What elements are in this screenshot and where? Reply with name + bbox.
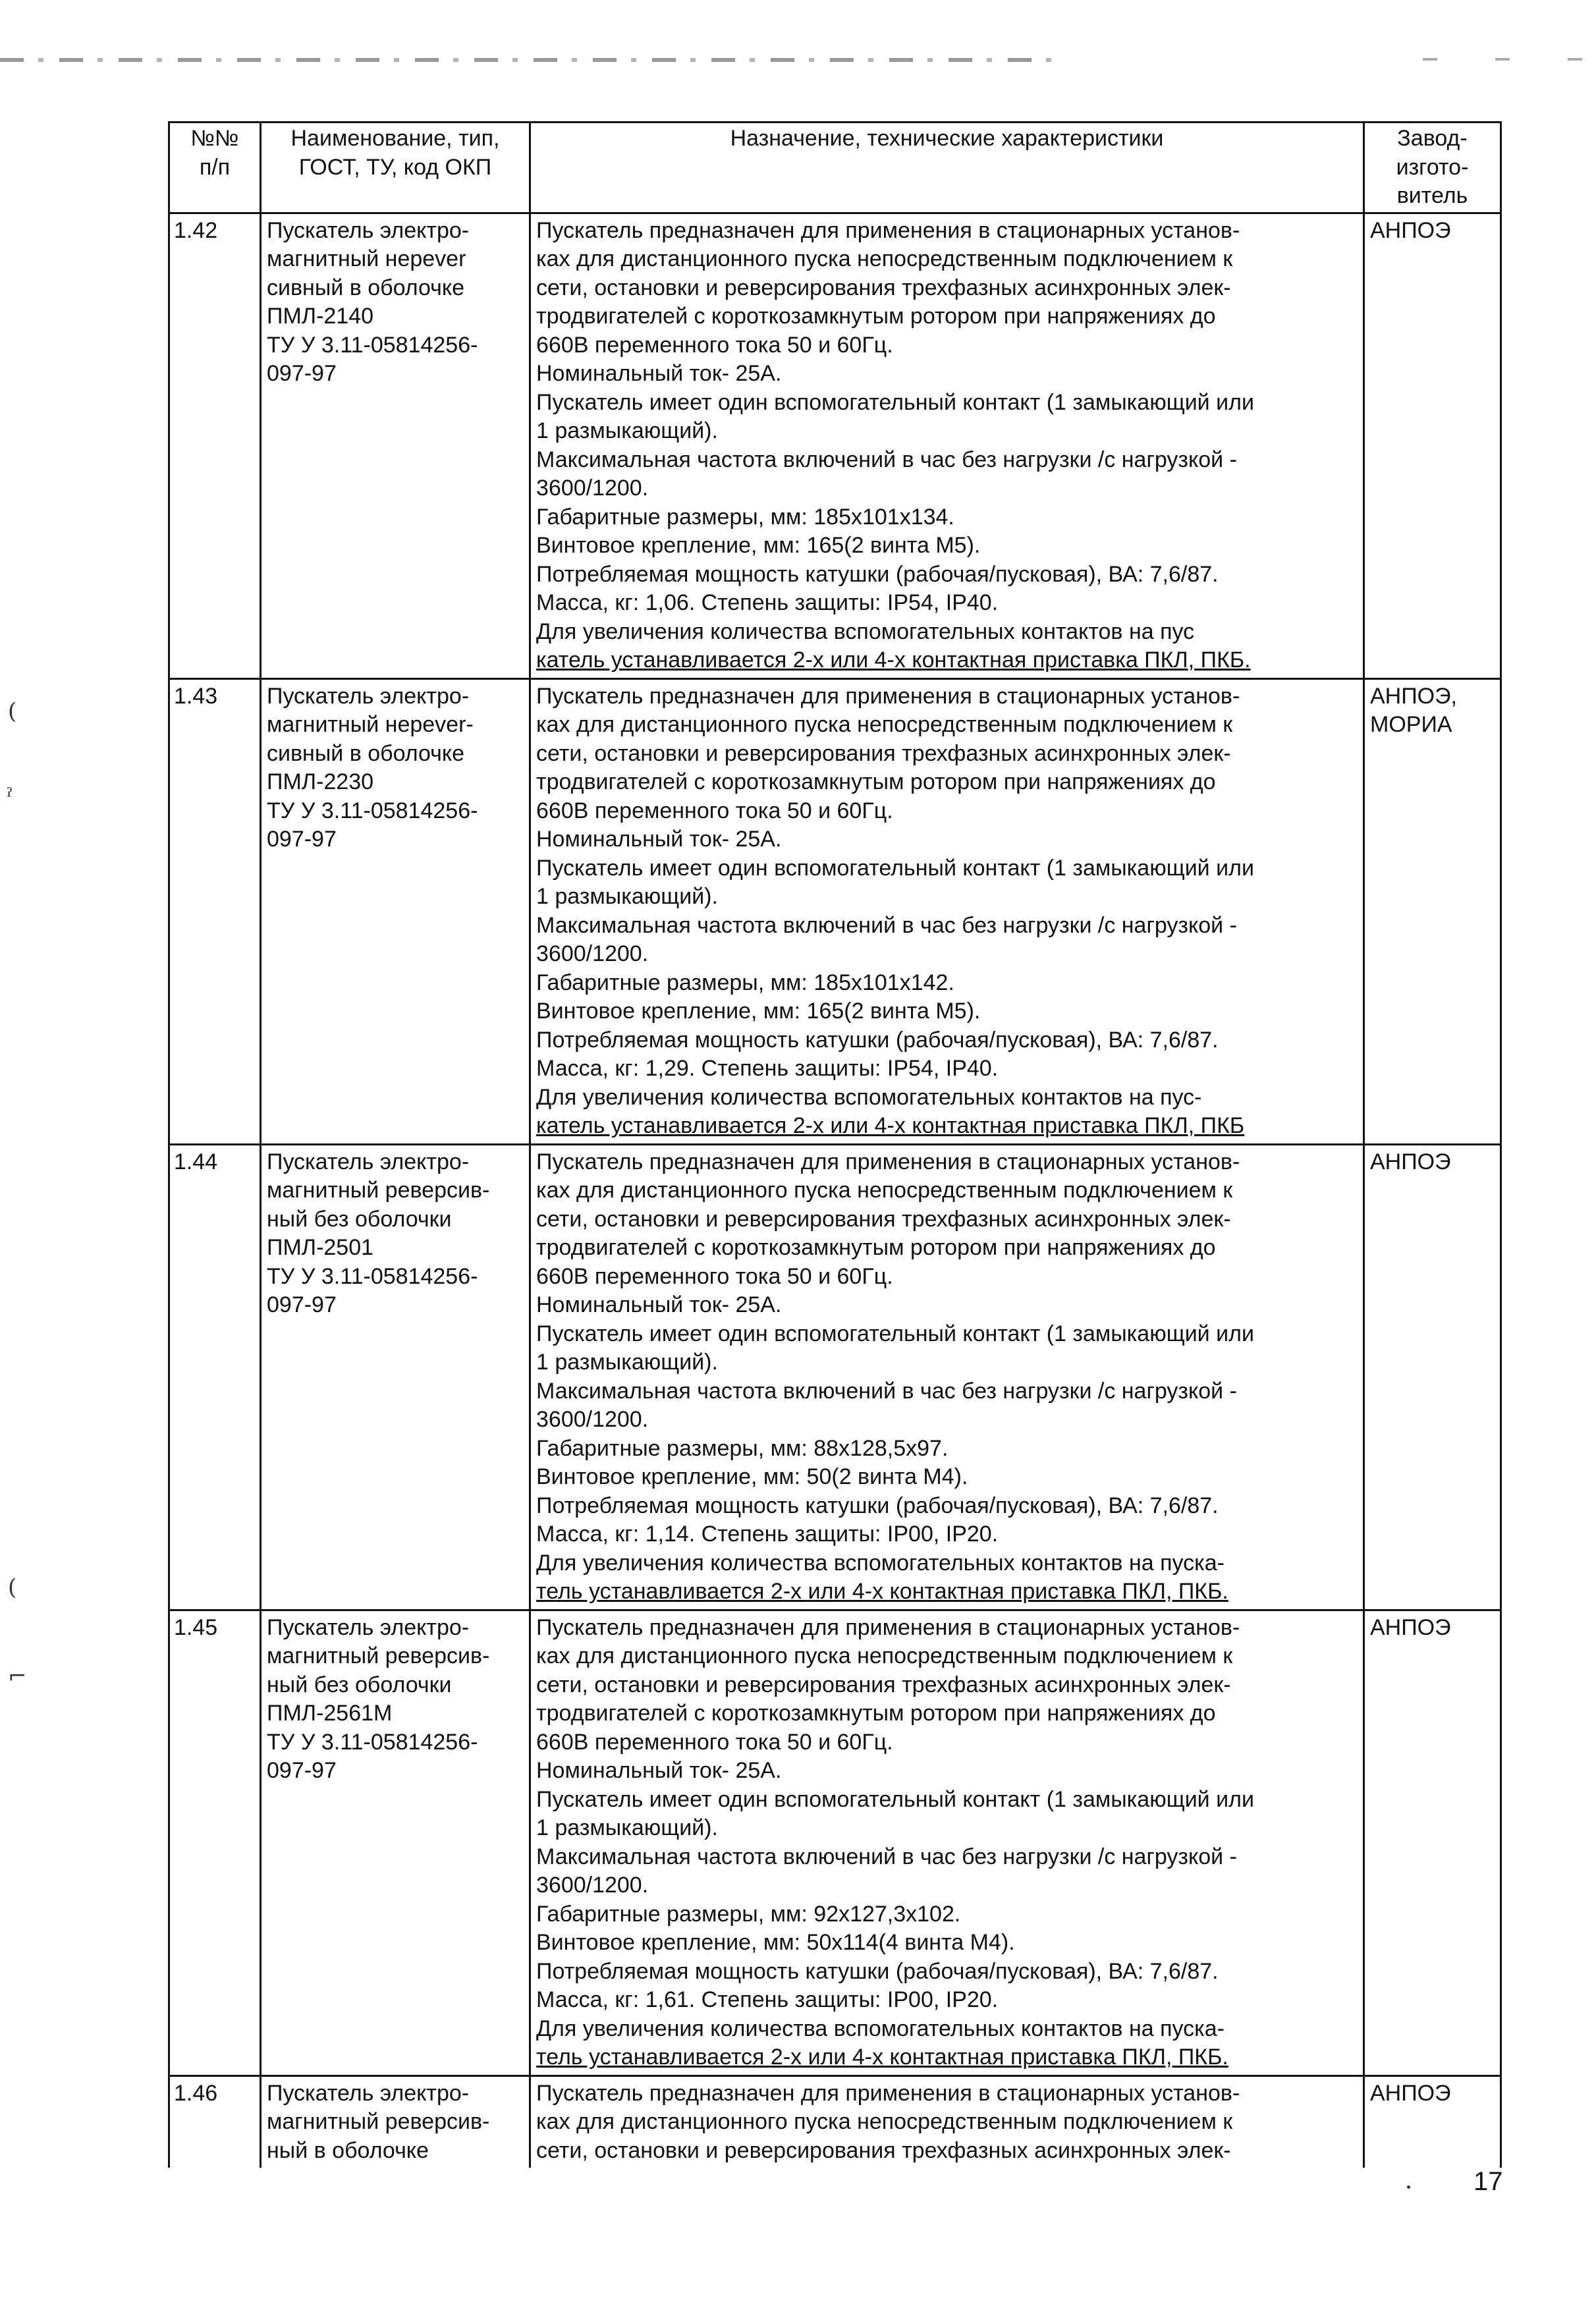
item-manufacturer — [1364, 678, 1501, 1144]
text-line: Габаритные размеры, мм: 185х101х142. — [536, 970, 954, 995]
margin-mark: ˀ — [7, 784, 13, 810]
item-description — [530, 2075, 1364, 2168]
text-line: Для увеличения количества вспомогательных контактов на пус- — [536, 1084, 1202, 1110]
scan-artifact-top — [0, 58, 1067, 62]
text-line: тель устанавливается 2-х или 4-х контактная приставка ПКЛ, ПКБ. — [536, 1579, 1228, 1604]
item-name — [261, 678, 530, 1144]
item-number-text: 1.44 — [174, 1149, 218, 1174]
item-number — [169, 678, 261, 1144]
text-line: Наименование, тип, — [290, 126, 500, 151]
text-line: АНПОЭ, — [1370, 683, 1457, 709]
item-number-text: 1.42 — [174, 217, 218, 243]
text-line: ПМЛ-2230 — [267, 769, 374, 794]
header-manufacturer — [1364, 123, 1501, 213]
text-line: 097-97 — [267, 1292, 337, 1317]
text-line: 660В переменного тока 50 и 60Гц. — [536, 1263, 893, 1289]
text-line: 660В переменного тока 50 и 60Гц. — [536, 798, 893, 823]
text-line: 3600/1200. — [536, 941, 649, 966]
text-line: ный без оболочки — [267, 1672, 452, 1697]
text-line: Для увеличения количества вспомогательных контактов на пус — [536, 618, 1195, 644]
text-line: Для увеличения количества вспомогательных контактов на пуска- — [536, 2016, 1225, 2041]
text-line: ный в оболочке — [267, 2137, 429, 2163]
text-line: Винтовое крепление, мм: 165(2 винта М5). — [536, 999, 981, 1024]
text-line: Пускатель электро- — [267, 217, 470, 243]
text-line: 097-97 — [267, 361, 337, 386]
text-line: Габаритные размеры, мм: 92х127,3х102. — [536, 1901, 961, 1927]
item-number — [169, 213, 261, 678]
text-line: ТУ У 3.11-05814256- — [267, 332, 478, 358]
text-line: АНПОЭ — [1370, 1614, 1451, 1640]
text-line: Назначение, технические характеристики — [730, 126, 1164, 151]
item-name — [261, 1610, 530, 2075]
scan-artifact-top-right — [1423, 58, 1587, 61]
text-line: Для увеличения количества вспомогательных контактов на пуска- — [536, 1550, 1225, 1576]
text-line: ТУ У 3.11-05814256- — [267, 798, 478, 823]
text-line: Винтовое крепление, мм: 50(2 винта М4). — [536, 1464, 968, 1489]
text-line: 1 размыкающий). — [536, 1350, 718, 1375]
text-line: 3600/1200. — [536, 1873, 649, 1898]
text-line: Потребляемая мощность катушки (рабочая/пусковая), ВА: 7,6/87. — [536, 1027, 1219, 1053]
item-description — [530, 1610, 1364, 2075]
item-number — [169, 1144, 261, 1610]
text-line: Пускатель электро- — [267, 1149, 470, 1174]
text-line: Максимальная частота включений в час без нагрузки /с нагрузкой - — [536, 912, 1237, 938]
item-manufacturer — [1364, 213, 1501, 678]
text-line: Пускатель предназначен для применения в стационарных установ- — [536, 217, 1240, 243]
text-line: ках для дистанционного пуска непосредственным подключением к — [536, 1178, 1233, 1203]
text-line: Пускатель предназначен для применения в стационарных установ- — [536, 1614, 1240, 1640]
table-row — [169, 1144, 1501, 1610]
item-number-text: 1.45 — [174, 1614, 218, 1640]
item-description — [530, 1144, 1364, 1610]
text-line: сети, остановки и реверсирования трехфазных асинхронных элек- — [536, 275, 1231, 300]
text-line: ТУ У 3.11-05814256- — [267, 1729, 478, 1755]
item-manufacturer — [1364, 1610, 1501, 2075]
text-line: Максимальная частота включений в час без нагрузки /с нагрузкой - — [536, 1378, 1237, 1404]
text-line: Завод- — [1397, 126, 1468, 151]
text-line: сети, остановки и реверсирования трехфазных асинхронных элек- — [536, 2137, 1231, 2163]
table-row — [169, 2075, 1501, 2168]
item-name — [261, 1144, 530, 1610]
text-line: Пускатель электро- — [267, 2080, 470, 2106]
text-line: 1 размыкающий). — [536, 1815, 718, 1840]
text-line: Пускатель имеет один вспомогательный контакт (1 замыкающий или — [536, 1786, 1254, 1812]
item-name — [261, 2075, 530, 2168]
table-row — [169, 213, 1501, 678]
text-line: Потребляемая мощность катушки (рабочая/пусковая), ВА: 7,6/87. — [536, 561, 1219, 587]
text-line: Масса, кг: 1,29. Степень защиты: IP54, IP40. — [536, 1056, 999, 1081]
text-line: 3600/1200. — [536, 1407, 649, 1432]
specification-table — [168, 121, 1502, 2168]
margin-mark: ⌐ — [8, 1663, 27, 1690]
text-line: Пускатель предназначен для применения в стационарных установ- — [536, 2080, 1240, 2106]
text-line: ГОСТ, ТУ, код ОКП — [298, 154, 492, 180]
item-number — [169, 2075, 261, 2168]
text-line: магнитный реверсив- — [267, 2109, 490, 2134]
text-line: ках для дистанционного пуска непосредственным подключением к — [536, 246, 1233, 271]
text-line: 097-97 — [267, 1758, 337, 1783]
text-line: АНПОЭ — [1370, 2080, 1451, 2106]
header-name — [261, 123, 530, 213]
item-name — [261, 213, 530, 678]
text-line: магнитный реверсив- — [267, 1178, 490, 1203]
text-line: ПМЛ-2561М — [267, 1701, 393, 1726]
text-line: сети, остановки и реверсирования трехфазных асинхронных элек- — [536, 1672, 1231, 1697]
text-line: ПМЛ-2501 — [267, 1235, 374, 1260]
text-line: Максимальная частота включений в час без нагрузки /с нагрузкой - — [536, 1844, 1237, 1869]
text-line: Пускатель предназначен для применения в стационарных установ- — [536, 683, 1240, 709]
text-line: Винтовое крепление, мм: 50х114(4 винта М4). — [536, 1930, 1015, 1955]
table-row — [169, 678, 1501, 1144]
item-manufacturer — [1364, 2075, 1501, 2168]
header-number — [169, 123, 261, 213]
text-line: Пускатель электро- — [267, 683, 470, 709]
text-line: Масса, кг: 1,06. Степень защиты: IP54, IP40. — [536, 590, 999, 615]
text-line: тродвигателей с короткозамкнутым ротором при напряжениях до — [536, 769, 1216, 794]
text-line: Масса, кг: 1,14. Степень защиты: IP00, IP20. — [536, 1522, 999, 1547]
text-line: Пускатель имеет один вспомогательный контакт (1 замыкающий или — [536, 855, 1254, 881]
item-description — [530, 678, 1364, 1144]
text-line: Номинальный ток- 25А. — [536, 1758, 782, 1783]
text-line: ках для дистанционного пуска непосредственным подключением к — [536, 1643, 1233, 1668]
text-line: витель — [1396, 183, 1468, 208]
item-number — [169, 1610, 261, 2075]
text-line: Номинальный ток- 25А. — [536, 1292, 782, 1317]
text-line: тродвигателей с короткозамкнутым ротором при напряжениях до — [536, 1701, 1216, 1726]
text-line: Пускатель имеет один вспомогательный контакт (1 замыкающий или — [536, 389, 1254, 415]
text-line: 660В переменного тока 50 и 60Гц. — [536, 332, 893, 358]
text-line: 3600/1200. — [536, 476, 649, 501]
text-line: 660В переменного тока 50 и 60Гц. — [536, 1729, 893, 1755]
text-line: Пускатель электро- — [267, 1614, 470, 1640]
text-line: магнитный реверсив- — [267, 1643, 490, 1668]
text-line: МОРИА — [1370, 712, 1452, 737]
text-line: сети, остановки и реверсирования трехфазных асинхронных элек- — [536, 1206, 1231, 1232]
table-row — [169, 1610, 1501, 2075]
text-line: катель устанавливается 2-х или 4-х контактная приставка ПКЛ, ПКБ. — [536, 647, 1251, 673]
text-line: Пускатель предназначен для применения в стационарных установ- — [536, 1149, 1240, 1174]
text-line: катель устанавливается 2-х или 4-х контактная приставка ПКЛ, ПКБ — [536, 1113, 1245, 1138]
text-line: п/п — [199, 154, 231, 180]
item-number-text: 1.43 — [174, 683, 218, 709]
text-line: магнитный нерever — [267, 246, 466, 271]
text-line: ках для дистанционного пуска непосредственным подключением к — [536, 2109, 1233, 2134]
table-header-row — [169, 123, 1501, 213]
header-description — [530, 123, 1364, 213]
text-line: ках для дистанционного пуска непосредственным подключением к — [536, 712, 1233, 737]
text-line: АНПОЭ — [1370, 217, 1451, 243]
text-line: тель устанавливается 2-х или 4-х контактная приставка ПКЛ, ПКБ. — [536, 2045, 1228, 2070]
text-line: сивный в оболочке — [267, 275, 465, 300]
scan-dot — [1407, 2185, 1410, 2189]
text-line: 097-97 — [267, 827, 337, 852]
text-line: Винтовое крепление, мм: 165(2 винта М5). — [536, 533, 981, 558]
item-description — [530, 213, 1364, 678]
margin-mark: ( — [8, 1574, 17, 1601]
margin-mark: ( — [8, 698, 17, 725]
page-number: 17 — [1473, 2167, 1503, 2196]
text-line: Габаритные размеры, мм: 185х101х134. — [536, 504, 954, 530]
text-line: 1 размыкающий). — [536, 418, 718, 443]
text-line: Пускатель имеет один вспомогательный контакт (1 замыкающий или — [536, 1321, 1254, 1346]
text-line: Максимальная частота включений в час без нагрузки /с нагрузкой - — [536, 447, 1237, 472]
text-line: №№ — [190, 126, 239, 151]
text-line: 1 размыкающий). — [536, 884, 718, 909]
text-line: ПМЛ-2140 — [267, 304, 374, 329]
item-manufacturer — [1364, 1144, 1501, 1610]
item-number-text: 1.46 — [174, 2080, 218, 2106]
text-line: тродвигателей с короткозамкнутым ротором при напряжениях до — [536, 1235, 1216, 1260]
text-line: сети, остановки и реверсирования трехфазных асинхронных элек- — [536, 740, 1231, 766]
text-line: Потребляемая мощность катушки (рабочая/пусковая), ВА: 7,6/87. — [536, 1493, 1219, 1518]
text-line: Номинальный ток- 25А. — [536, 827, 782, 852]
text-line: Потребляемая мощность катушки (рабочая/пусковая), ВА: 7,6/87. — [536, 1958, 1219, 1984]
text-line: ный без оболочки — [267, 1206, 452, 1232]
text-line: изгото- — [1396, 154, 1469, 180]
text-line: АНПОЭ — [1370, 1149, 1451, 1174]
text-line: Номинальный ток- 25А. — [536, 361, 782, 386]
text-line: магнитный нерever- — [267, 712, 474, 737]
text-line: Габаритные размеры, мм: 88х128,5х97. — [536, 1435, 949, 1461]
text-line: ТУ У 3.11-05814256- — [267, 1263, 478, 1289]
text-line: Масса, кг: 1,61. Степень защиты: IP00, IP20. — [536, 1987, 999, 2012]
text-line: тродвигателей с короткозамкнутым ротором при напряжениях до — [536, 304, 1216, 329]
text-line: сивный в оболочке — [267, 740, 465, 766]
